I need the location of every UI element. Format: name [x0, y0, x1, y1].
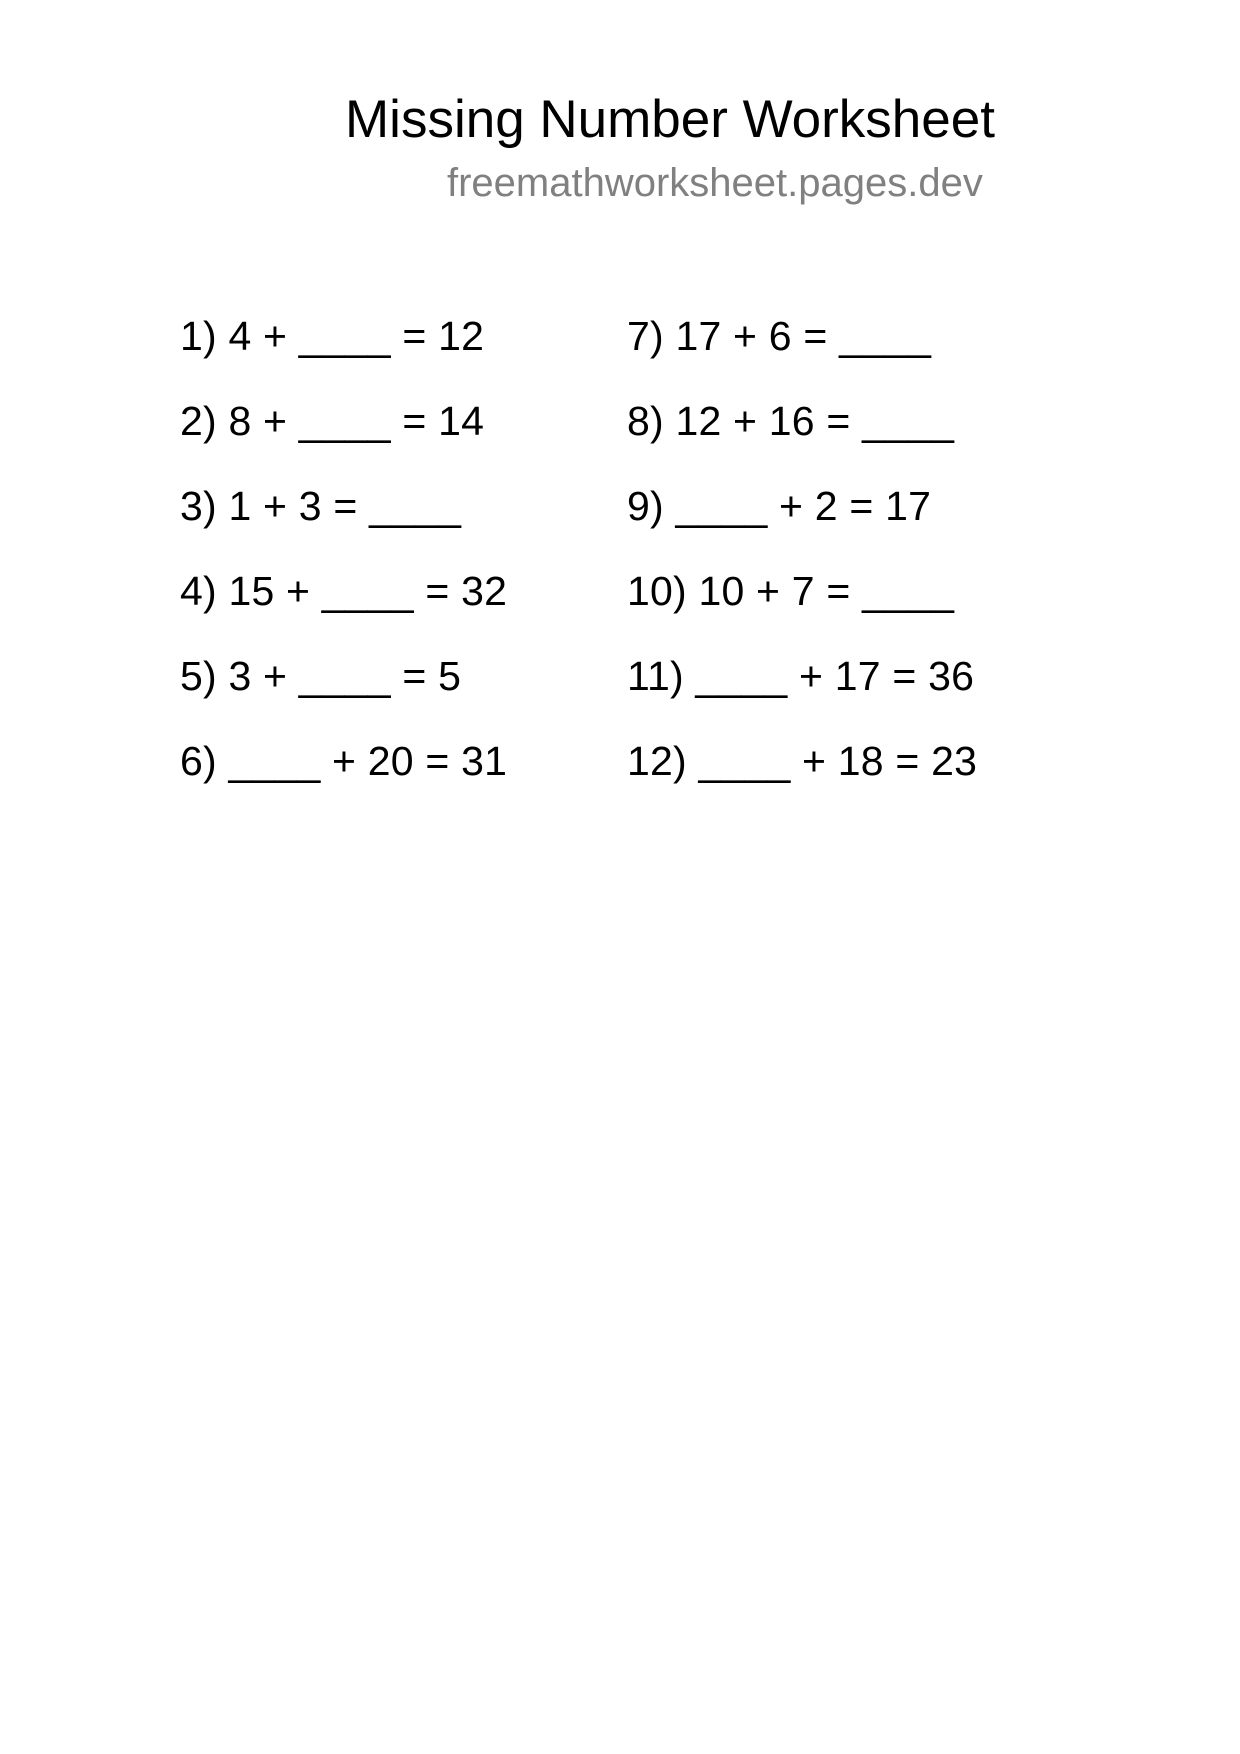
- site-url-subtitle: freemathworksheet.pages.dev: [447, 161, 983, 205]
- problem-11: 11) ____ + 17 = 36: [627, 653, 975, 699]
- problem-3: 3) 1 + 3 = ____: [180, 483, 462, 529]
- problem-10: 10) 10 + 7 = ____: [627, 568, 955, 614]
- page-title: Missing Number Worksheet: [345, 90, 995, 149]
- problem-9: 9) ____ + 2 = 17: [627, 483, 932, 529]
- problem-7: 7) 17 + 6 = ____: [627, 313, 932, 359]
- problem-6: 6) ____ + 20 = 31: [180, 738, 508, 784]
- problem-8: 8) 12 + 16 = ____: [627, 398, 955, 444]
- problem-12: 12) ____ + 18 = 23: [627, 738, 978, 784]
- problem-2: 2) 8 + ____ = 14: [180, 398, 485, 444]
- problem-5: 5) 3 + ____ = 5: [180, 653, 462, 699]
- problem-1: 1) 4 + ____ = 12: [180, 313, 485, 359]
- problem-4: 4) 15 + ____ = 32: [180, 568, 508, 614]
